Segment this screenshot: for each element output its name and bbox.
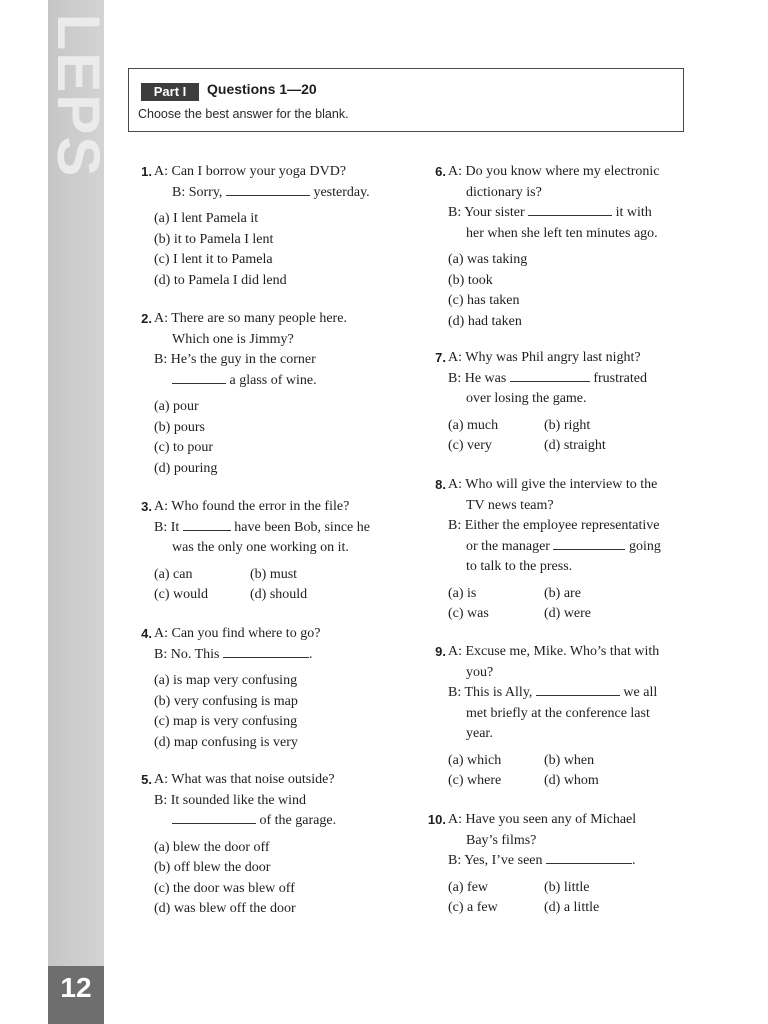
option: (a) can [154, 566, 193, 582]
question-line: . [632, 853, 636, 868]
answer-blank [528, 203, 612, 216]
answer-blank [172, 811, 256, 824]
option: (c) would [154, 587, 209, 602]
question-line: or the manager [466, 538, 550, 554]
section-header [128, 68, 684, 132]
question-line: Which one is Jimmy? [172, 331, 294, 347]
option: (a) is map very confusing [154, 673, 298, 688]
option: (c) where [448, 773, 502, 788]
answer-blank [183, 518, 231, 531]
question-line: year. [466, 726, 493, 741]
question-line: dictionary is? [466, 184, 542, 200]
question-line: of the garage. [259, 813, 337, 828]
question-line: A: What was that noise outside? [154, 772, 335, 787]
option: (d) straight [544, 438, 606, 453]
question-line: A: Can I borrow your yoga DVD? [154, 164, 347, 179]
question-number: 10. [427, 812, 446, 827]
option: (b) very confusing is map [154, 693, 298, 709]
option: (a) pour [154, 399, 199, 414]
option: (d) were [544, 606, 592, 621]
question-number: 7. [435, 350, 446, 365]
question-line: B: Your sister [448, 205, 525, 220]
question-line: over losing the game. [466, 391, 587, 406]
answer-blank [510, 369, 590, 382]
section-title: Questions 1—20 [207, 81, 317, 97]
question-line: B: He’s the guy in the corner [154, 352, 316, 367]
question-number: 1. [141, 164, 152, 179]
question-line: TV news team? [466, 497, 554, 513]
option: (b) it to Pamela I lent [154, 231, 274, 247]
question-line: A: Have you seen any of Michael [448, 812, 637, 827]
question-line: A: Do you know where my electronic [448, 164, 660, 179]
answer-blank [226, 183, 310, 196]
sidebar-title-text: LEPS [45, 13, 112, 179]
option: (c) I lent it to Pamela [154, 252, 273, 267]
question-line: her when she left ten minutes ago. [466, 225, 658, 241]
page-number-box [48, 966, 104, 1024]
question-number: 8. [435, 477, 446, 492]
question-line: B: This is Ally, [448, 685, 533, 700]
option: (c) map is very confusing [154, 714, 298, 729]
option: (b) pours [154, 419, 205, 435]
answer-blank [223, 645, 309, 658]
question-line: it with [615, 205, 652, 220]
question-number: 5. [141, 772, 152, 787]
question-line: A: Who will give the interview to the [448, 477, 658, 492]
question-line: B: He was [448, 370, 507, 386]
option: (a) blew the door off [154, 839, 270, 855]
question-line: A: Can you find where to go? [154, 626, 321, 641]
option: (c) a few [448, 900, 498, 915]
answer-blank [546, 851, 632, 864]
option: (a) few [448, 879, 489, 895]
option: (b) off blew the door [154, 860, 271, 875]
question-line: you? [466, 664, 494, 680]
question-line: yesterday. [313, 184, 370, 200]
option: (b) are [544, 585, 581, 601]
question-line: B: No. This [154, 646, 220, 662]
option: (d) pouring [154, 460, 218, 476]
option: (c) was [448, 606, 489, 621]
question-line: going [628, 538, 661, 554]
question-line: was the only one working on it. [172, 540, 349, 555]
answer-blank [553, 537, 625, 550]
question-number: 9. [435, 644, 446, 659]
part-badge: Part I [141, 83, 199, 101]
question-line: B: It sounded like the wind [154, 792, 307, 808]
option: (d) a little [544, 900, 600, 915]
question-number: 2. [141, 311, 152, 326]
question-line: . [308, 646, 313, 662]
question-line: to talk to the press. [466, 559, 573, 574]
option: (a) is [448, 585, 477, 601]
question-line: met briefly at the conference last [466, 705, 650, 721]
option: (c) has taken [448, 293, 520, 308]
option: (b) right [544, 417, 591, 433]
option: (d) was blew off the door [154, 901, 296, 916]
option: (a) which [448, 752, 502, 768]
option: (b) when [544, 752, 595, 768]
page-number: 12 [60, 972, 92, 1003]
question-line: A: Why was Phil angry last night? [448, 350, 641, 365]
sidebar-title [45, 6, 112, 186]
question-line: A: There are so many people here. [154, 311, 347, 326]
option: (b) little [544, 879, 590, 895]
option: (d) had taken [448, 313, 522, 329]
option: (a) was taking [448, 252, 528, 267]
option: (d) map confusing is very [154, 734, 298, 750]
question-number: 3. [141, 499, 152, 514]
question-line: B: It [154, 519, 180, 535]
option: (a) much [448, 417, 499, 433]
question-line: we all [623, 685, 658, 700]
question-number: 4. [141, 626, 152, 641]
question-line: have been Bob, since he [234, 519, 370, 535]
question-line: a glass of wine. [229, 372, 317, 388]
option: (a) I lent Pamela it [154, 211, 259, 226]
question-line: B: Either the employee representative [448, 518, 660, 533]
option: (b) took [448, 272, 493, 288]
option: (d) to Pamela I did lend [154, 272, 287, 288]
question-line: B: Sorry, [172, 184, 223, 200]
option: (c) very [448, 438, 492, 453]
answer-blank [172, 371, 226, 384]
question-line: A: Excuse me, Mike. Who’s that with [448, 644, 660, 659]
question-number: 6. [435, 164, 446, 179]
option: (d) whom [544, 773, 599, 788]
question-line: A: Who found the error in the file? [154, 499, 350, 514]
option: (c) to pour [154, 440, 214, 455]
question-line: Bay’s films? [466, 832, 537, 848]
option: (d) should [250, 587, 308, 602]
question-line: B: Yes, I’ve seen [448, 853, 543, 868]
option: (b) must [250, 566, 298, 582]
answer-blank [536, 683, 620, 696]
option: (c) the door was blew off [154, 880, 295, 896]
question-line: frustrated [593, 370, 647, 386]
section-instruction: Choose the best answer for the blank. [138, 107, 349, 121]
